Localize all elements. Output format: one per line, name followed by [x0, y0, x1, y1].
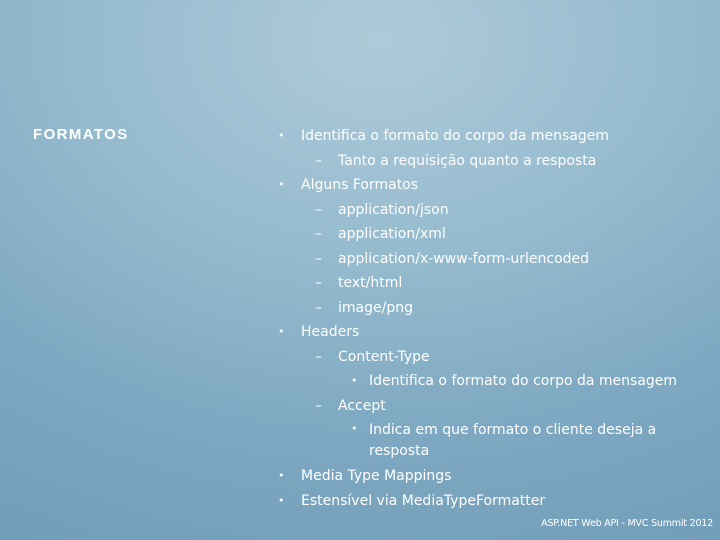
- sub-bullet-item: [278, 296, 708, 321]
- bullet-text: Identifica o formato do corpo da mensagem: [301, 128, 610, 144]
- sub-bullet-item: [278, 222, 708, 247]
- bullet-text: Tanto a requisição quanto a resposta: [338, 152, 597, 169]
- bullet-text: application/xml: [338, 226, 446, 242]
- bullet-marker: •: [351, 422, 358, 435]
- bullet-text: Headers: [301, 324, 360, 340]
- dash-marker: –: [315, 348, 322, 365]
- bullet-text: Indica em que formato o cliente deseja a resposta: [369, 422, 657, 459]
- bullet-text: Identifica o formato do corpo da mensagem: [369, 373, 678, 389]
- bullet-marker: •: [351, 374, 358, 387]
- bullet-text: Alguns Formatos: [301, 177, 419, 193]
- bullet-text: Content-Type: [338, 348, 430, 365]
- sub-sub-bullet-item: [278, 418, 669, 464]
- dash-marker: –: [315, 299, 322, 316]
- dash-marker: –: [315, 152, 322, 169]
- bullet-text: image/png: [338, 299, 413, 316]
- bullet-item: [278, 489, 708, 514]
- bullet-text: text/html: [338, 275, 403, 291]
- bullet-text: application/json: [338, 201, 449, 218]
- bullet-marker: •: [278, 129, 285, 142]
- bullet-list: [278, 124, 708, 513]
- sub-bullet-item: [278, 198, 708, 223]
- bullet-text: application/x-www-form-urlencoded: [338, 250, 590, 267]
- bullet-marker: •: [278, 325, 285, 338]
- sub-bullet-item: [278, 247, 708, 272]
- bullet-item: [278, 320, 708, 345]
- slide-footer: ASP.NET Web API - MVC Summit 2012: [541, 518, 713, 529]
- bullet-marker: •: [278, 178, 285, 191]
- bullet-marker: •: [278, 469, 285, 482]
- dash-marker: –: [315, 275, 322, 291]
- bullet-item: [278, 124, 708, 149]
- dash-marker: –: [315, 226, 322, 242]
- sub-bullet-item: [278, 345, 708, 370]
- bullet-text: Accept: [338, 397, 386, 414]
- sub-bullet-item: [278, 271, 708, 296]
- sub-bullet-item: [278, 394, 708, 419]
- bullet-marker: •: [278, 493, 285, 507]
- dash-marker: –: [315, 397, 322, 414]
- slide-title: FORMATOS: [33, 126, 129, 143]
- sub-sub-bullet-item: [278, 369, 708, 394]
- bullet-item: [278, 173, 708, 198]
- dash-marker: –: [315, 201, 322, 218]
- dash-marker: –: [315, 250, 322, 267]
- bullet-text: Estensível via MediaTypeFormatter: [301, 492, 546, 509]
- bullet-item: [278, 464, 708, 489]
- bullet-text: Media Type Mappings: [301, 468, 452, 484]
- sub-bullet-item: [278, 149, 708, 174]
